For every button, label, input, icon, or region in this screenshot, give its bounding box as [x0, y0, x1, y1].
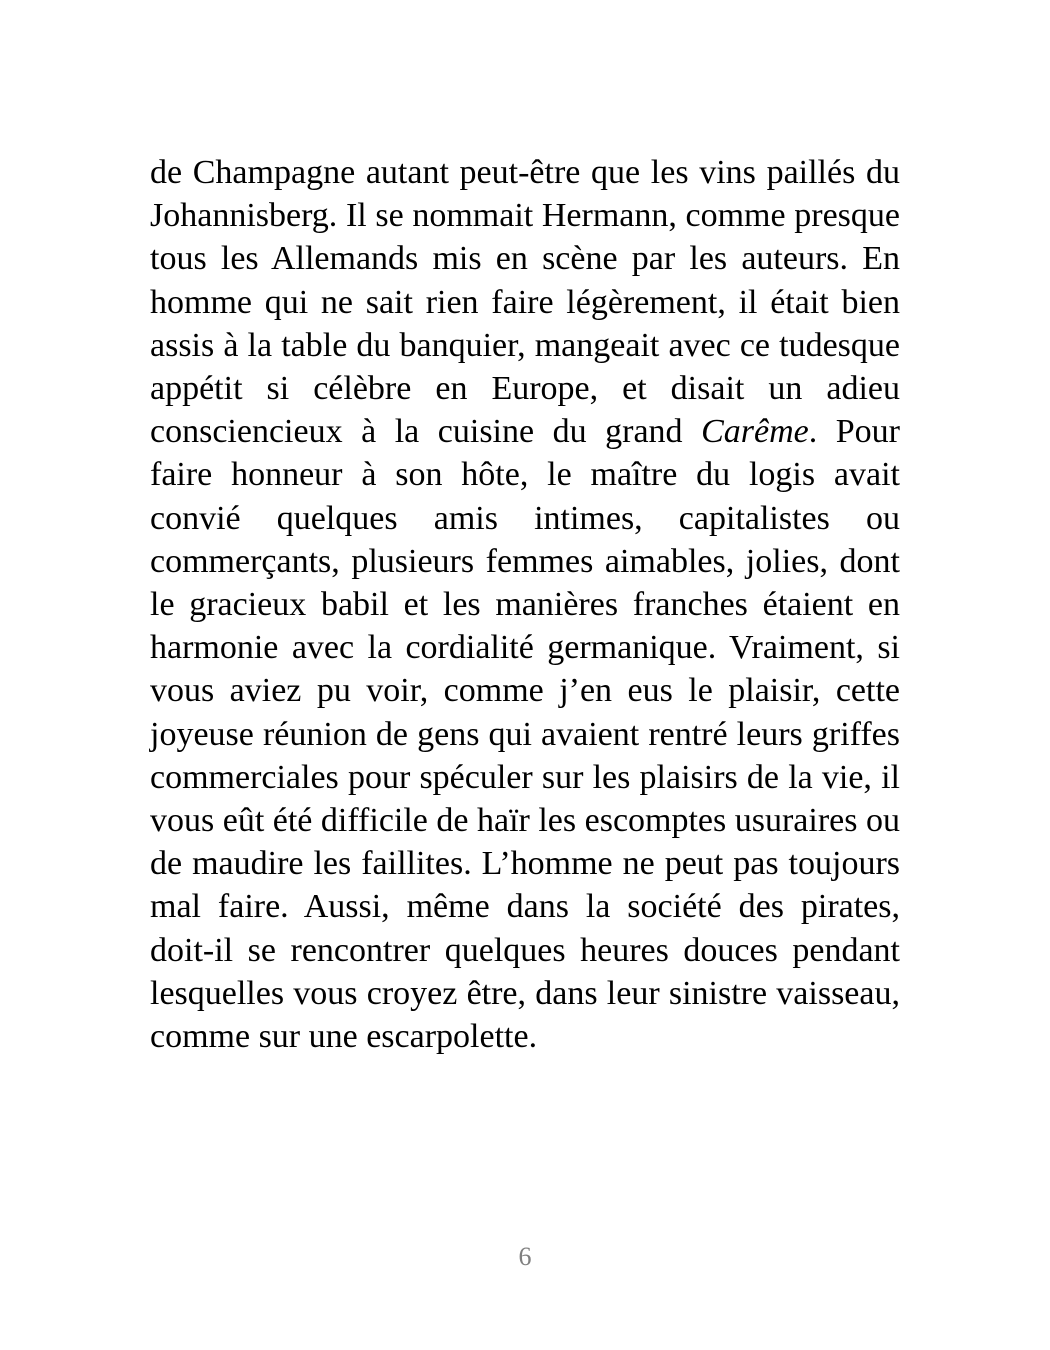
italic-name-careme: Carême — [701, 413, 809, 451]
page-number: 6 — [518, 1242, 532, 1271]
paragraph-text-end: . Pour faire honneur à son hôte, le maître du logis avait convié quelques amis intimes, capitalistes ou commerçants, plusieurs femmes aimables, jolies, dont le gracieux babil et les manières franches étaient en harmonie avec la cordialité germanique. Vraiment, si vous aviez pu voir, comme j’en eus le plaisir, cette joyeuse réunion de gens qui avaient rentré leurs griffes commerciales pour spéculer sur les plaisirs de la vie, il vous eût été difficile de haïr les escomptes usuraires ou de maudire les faillites. L’homme ne peut pas toujours mal faire. Aussi, même dans la société des pirates, doit-il se rencontrer quelques heures douces pendant lesquelles vous croyez être, dans leur sinistre vaisseau, comme sur une escarpolette. — [150, 413, 900, 1056]
body-paragraph — [150, 151, 900, 1058]
paragraph-text-start: de Champagne autant peut-être que les vins paillés du Johannisberg. Il se nommait Hermann, comme presque tous les Allemands mis en scène par les auteurs. En homme qui ne sait rien faire légèrement, il était bien assis à la table du banquier, mangeait avec ce tudesque appétit si célèbre en Europe, et disait un adieu consciencieux à la cuisine du grand — [150, 154, 900, 451]
